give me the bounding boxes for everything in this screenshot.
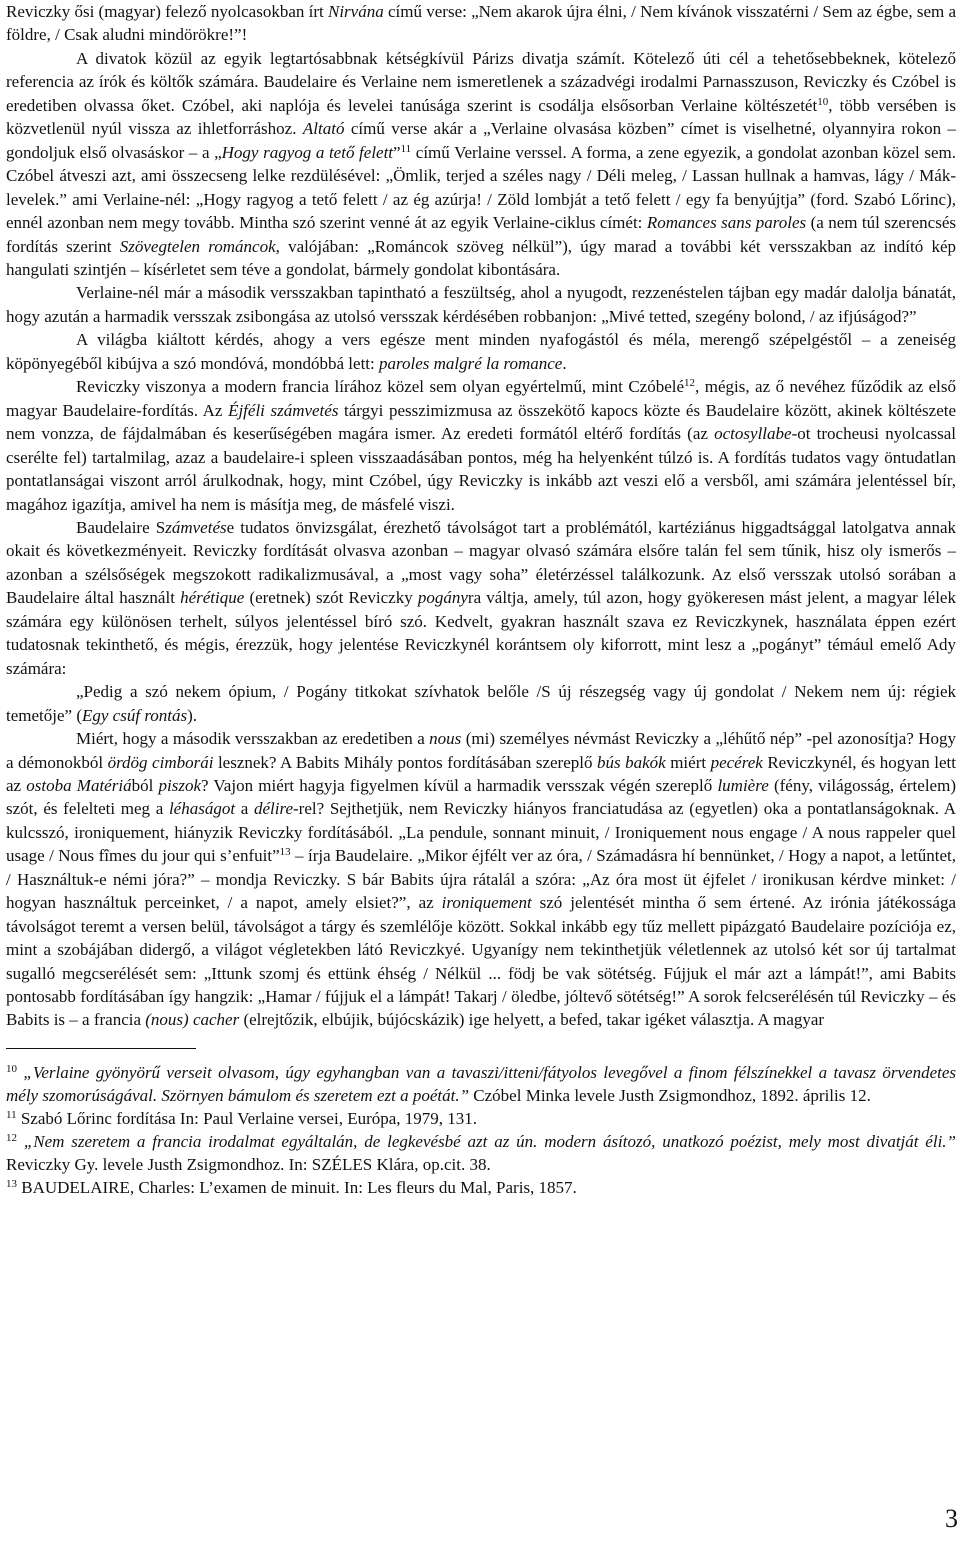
text-run: A világba kiáltott kérdés, ahogy a vers egésze ment minden nyafogástól és méla, merengő szépelgéstől – a zeneiség köpönyegéből kibújva a szó mondóvá, mondóbbá lett: [6, 330, 956, 373]
italic-run: ördög cimborái [107, 752, 214, 772]
italic-run: Altató [302, 119, 345, 139]
footnotes [6, 1061, 956, 1199]
text-run: című verse: „Nem akarok újra élni, / Nem kívánok visszatérni / Sem az égbe, sem a földre, / Csak aludni mindörökre!”! [6, 2, 957, 45]
italic-run: hérétique [180, 588, 245, 608]
footnote-ref: 10 [6, 1062, 17, 1075]
paragraph-shouted-question [6, 328, 956, 375]
paragraph-verlaine-tension [6, 281, 956, 328]
text-run: miért [665, 752, 711, 772]
italic-run: Nirvána [328, 2, 384, 21]
italic-run: (nous) cacher [145, 1010, 240, 1030]
text-run [17, 1132, 24, 1151]
footnote-10 [6, 1061, 956, 1107]
footnote-divider [6, 1048, 196, 1049]
text-run: A divatok közül az egyik legtartósabbnak kétségkívül Párizs divatja számít. Kötelező úti cél a tehetősebbeknek, kötelező referencia az írók és költők számára. Baudelaire és Verlaine nem ismeretlenek a századvégi irodalmi Parnasszuson, Reviczky és Czóbel is eredetiben olvassa őket. Czóbel, aki naplója és levelei tanúsága szerint is csodálja elsősorban Verlaine költészetét [6, 48, 956, 115]
text-run: (fény, világosság, értelem) szót, és felelteti meg a [6, 775, 956, 819]
italic-run: ostoba Matériá [26, 775, 132, 795]
text-run: „Pedig a szó nekem ópium, / Pogány titkokat szívhatok belőle /S új részegség vagy új gondolat / Nekem nem új: régiek temetője” ( [6, 682, 956, 725]
italic-run: pogány [417, 588, 468, 608]
footnote-13 [6, 1176, 956, 1199]
footnote-ref: 11 [400, 142, 412, 155]
page-number: 3 [945, 1504, 958, 1533]
italic-run: piszok [158, 775, 201, 795]
italic-run: ironiquement [441, 893, 532, 913]
text-run: a [235, 799, 254, 819]
footnote-ref: 13 [279, 846, 291, 859]
text-run: (elrejtőzik, elbújik, bújócskázik) ige helyett, a befed, takar igéket választja. A magyar [239, 1010, 825, 1030]
footnote-ref: 12 [684, 377, 696, 390]
text-run: e tudatos önvizsgálat, érezhető távolságot tart a problémától, kartéziánus higgadtsággal latolgatva annak okait és következményeit. Reviczky fordítását olvasva azonban – magyar olvasó számára elsőre talán fel sem tűnik, hisz oly ismerős – azonban a szélsőségek megszokott radikalizmusával, a „most vagy soha” életérzéssel találkozunk. Az első versszak utolsó sorában a Baudelaire által használt [6, 517, 956, 608]
paragraph-baudelaire-reckoning [6, 516, 956, 680]
text-run: (a nem túl szerencsés fordítás szerint [6, 213, 957, 256]
italic-run: paroles malgré la romance [379, 353, 563, 373]
text-run: Reviczky viszonya a modern francia lírához közel sem olyan egyértelmű, mint Czóbelé [76, 377, 685, 397]
text-run: BAUDELAIRE, Charles: L’examen de minuit. In: Les fleurs du Mal, Paris, 1857. [17, 1177, 577, 1197]
text-run: Baudelaire S [76, 517, 166, 537]
italic-run: „Verlaine gyönyörű verseit olvasom, úgy egyhangban van a tavaszi/itteni/fátyolos levegővel a finom félszínekkel a tavasz örvendetes mély szomorúságával. Szörnyen bámulom és szeretem ezt a poétát.” [6, 1062, 956, 1105]
italic-run: Hogy ragyog a tető felett [221, 142, 394, 162]
text-run: Reviczkynél, és hogyan lett az [6, 752, 956, 795]
paragraph-paris-fashion [6, 47, 956, 282]
text-run: Szabó Lőrinc fordítása In: Paul Verlaine versei, Európa, 1979, 131. [16, 1108, 478, 1128]
text-run: ” [393, 142, 401, 162]
footnote-12 [6, 1130, 956, 1176]
italic-run: bús bakók [596, 752, 666, 772]
text-run: Verlaine-nél már a második versszakban tapintható a feszültség, ahol a nyugodt, rezzenéstelen tájban egy madár dalolja bánatát, hogy azután a harmadik versszak zsibongása az utolsó versszak kérdésében robbanjon: „Mivé tetted, szegény bolond, / az ifjúságod?” [6, 283, 956, 326]
italic-run: nous [429, 729, 462, 749]
text-run: lesznek? A Babits Mihály pontos fordításában szereplő [213, 752, 597, 772]
text-run: , mégis, az ő nevéhez fűződik az első magyar Baudelaire-fordítás. Az [6, 377, 956, 420]
text-run: című Verlaine verssel. A forma, a zene egyezik, a gondolat azonban közel sem. Czóbel átveszi azt, ami összecseng lelke rezdülésével: „Ömlik, terjed a széles nagy / Déli meleg, / Lassan hullnak a hamvas, lágy / Mák-levelek.” ami Verlaine-nél: „Hogy ragyog a tető felett / az ég azúrja! / Zöld lombját a tető felett / egy fa benyújtja” (ford. Szabó Lőrinc), ennél azonban nem megy tovább. Mintha szó szerint venné át az egyik Verlaine-ciklus címét: [6, 142, 956, 233]
paragraph-ady-quote [6, 680, 956, 727]
text-run: -rel? Sejthetjük, nem Reviczky hiányos franciatudása az (egyetlen) oka a pontatlanságoknak. A kulcsszó, ironiquement, hiányzik Reviczky fordításából. „La pendule, sonnant minuit, / Ironiquement nous engage / A nous rappeler quel usage / Nous fîmes du jour qui s’enfuit” [6, 799, 956, 866]
text-run: – írja Baudelaire. „Mikor éjfélt ver az óra, / Számadásra hí bennünket, / Hogy a napot, a letűntet, / Használtuk-e némi jóra?” – mondja Reviczky. S bár Babits újra rátalál a szóra: „Az óra most üt éjfelet / ironikusan kérdve minket: / hogyan használtuk perceinket, / a napot, amely elsiet?”, az [6, 846, 956, 913]
text-run: tárgyi pesszimizmusa az összekötő kapocs közte és Baudelaire között, akinek költészete nem vonzza, de fájdalmában és keserűségében magára ismer. Az eredeti formától eltérő fordítás (az [6, 400, 957, 444]
italic-run: zámvetés [165, 517, 227, 537]
text-run: , több versében is közvetlenül nyúl vissza az ihletforráshoz. [6, 95, 956, 139]
document-page [6, 0, 956, 1199]
italic-run: „Nem szeretem a francia irodalmat egyáltalán, de legkevésbé azt az ún. modern ásítozó, unatkozó poézist, mely most divatját éli.” [23, 1131, 956, 1151]
paragraph-nirvana-quote [6, 0, 956, 47]
footnote-ref: 12 [6, 1131, 17, 1144]
text-run: ból [131, 775, 159, 795]
text-run: Reviczky Gy. levele Justh Zsigmondhoz. In: SZÉLES Klára, op.cit. 38. [6, 1154, 491, 1174]
text-run: -ot trocheusi nyolcassal cserélte fel) tartalmilag, azaz a baudelaire-i spleen visszaadásában pontos, még ha helyenként túlzó is. A fordítás tudatos vagy öntudatlan pontatlanságai viszont arról árulkodnak, hogy, mint Czóbel, úgy Reviczky is inkább azt veszi elő a versből, ami számára jelentéssel bír, magához igazítja, amivel ha nem is másítja meg, de másfelé viszi. [6, 424, 957, 514]
italic-run: léhaságot [168, 799, 236, 819]
text-run: című verse akár a „Verlaine olvasása közben” címet is viselhetné, olyannyira rokon – gondoljuk első olvasáskor – a „ [6, 119, 956, 162]
text-run: (mi) személyes névmást Reviczky a „léhűtő nép” -pel azonosítja? Hogy a démonokból [6, 729, 956, 772]
paragraph-reviczky-relation [6, 375, 956, 516]
text-run: valójában: „Románcok szöveg nélkül”), úgy marad a további két versszakban az indító kép hangulati szintjén – kísérletet sem téve a gondolat, bármely gondolat kibontására. [6, 236, 956, 279]
footnote-ref: 10 [817, 95, 829, 108]
footnote-ref: 13 [6, 1177, 17, 1190]
footnote-ref: 11 [6, 1108, 17, 1121]
footnote-11 [6, 1107, 956, 1130]
italic-run: Éjféli számvetés [228, 400, 339, 420]
text-run: (eretnek) szót Reviczky [244, 588, 418, 608]
text-run: ra váltja, amely, túl azon, hogy gyökeresen mást jelent, a magyar lélek számára egy különösen terhelt, súlyos jelentéssel bíró szó. Kedvelt, gyakran használt szava ez Reviczkynek, használata éppen ezért tudatosnak tekinthető, és mégis, érezzük, hogy jelentése Reviczkynél korántsem oly kiforrott, mint lesz a „pogányt” témául emelő Ady számára: [6, 588, 956, 678]
text-run: szó jelentését mintha ő sem értené. Az irónia játékossága távolságot teremt a versen belül, távolságot a tárgy és szemlélője között. Sokkal inkább egy tűz mellett pipázgató Baudelaire pozíciója ez, mint a szobájában didergő, a világot végletekben látó Reviczkyé. Ugyanígy nem tekinthetjük véletlennek az utolsó két sor új tartalmat sugalló megcserélését sem: „Ittunk szomj és ettünk éhség / Nélkül ... födj be vak sötétség. Fújjuk el már azt a lámpát!”, ami Babits pontosabb fordításában így hangzik: „Hamar / fújjuk el a lámpát! Takarj / öledbe, jóltevő sötétség!” A sorok felcserélésén túl Reviczky – és Babits is – a francia [6, 893, 956, 1030]
text-run: . [562, 353, 567, 373]
italic-run: octosyllabe [714, 424, 792, 444]
italic-run: Romances sans paroles [646, 213, 807, 233]
paragraph-second-stanza [6, 727, 956, 1032]
body-text [6, 0, 956, 1032]
text-run: Czóbel Minka levele Justh Zsigmondhoz, 1892. április 12. [469, 1085, 871, 1105]
italic-run: pecérek [710, 752, 763, 772]
italic-run: délire [253, 799, 294, 819]
text-run: ? Vajon miért hagyja figyelmen kívül a harmadik versszak végén szereplő [200, 775, 718, 795]
italic-run: Szövegtelen románcok, [119, 236, 280, 256]
text-run: ). [187, 705, 198, 725]
text-run: Reviczky ősi (magyar) felező nyolcasokban írt [6, 2, 328, 21]
italic-run: lumière [717, 775, 769, 795]
italic-run: Egy csúf rontás [82, 705, 188, 725]
text-run: Miért, hogy a második versszakban az eredetiben a [76, 729, 430, 749]
